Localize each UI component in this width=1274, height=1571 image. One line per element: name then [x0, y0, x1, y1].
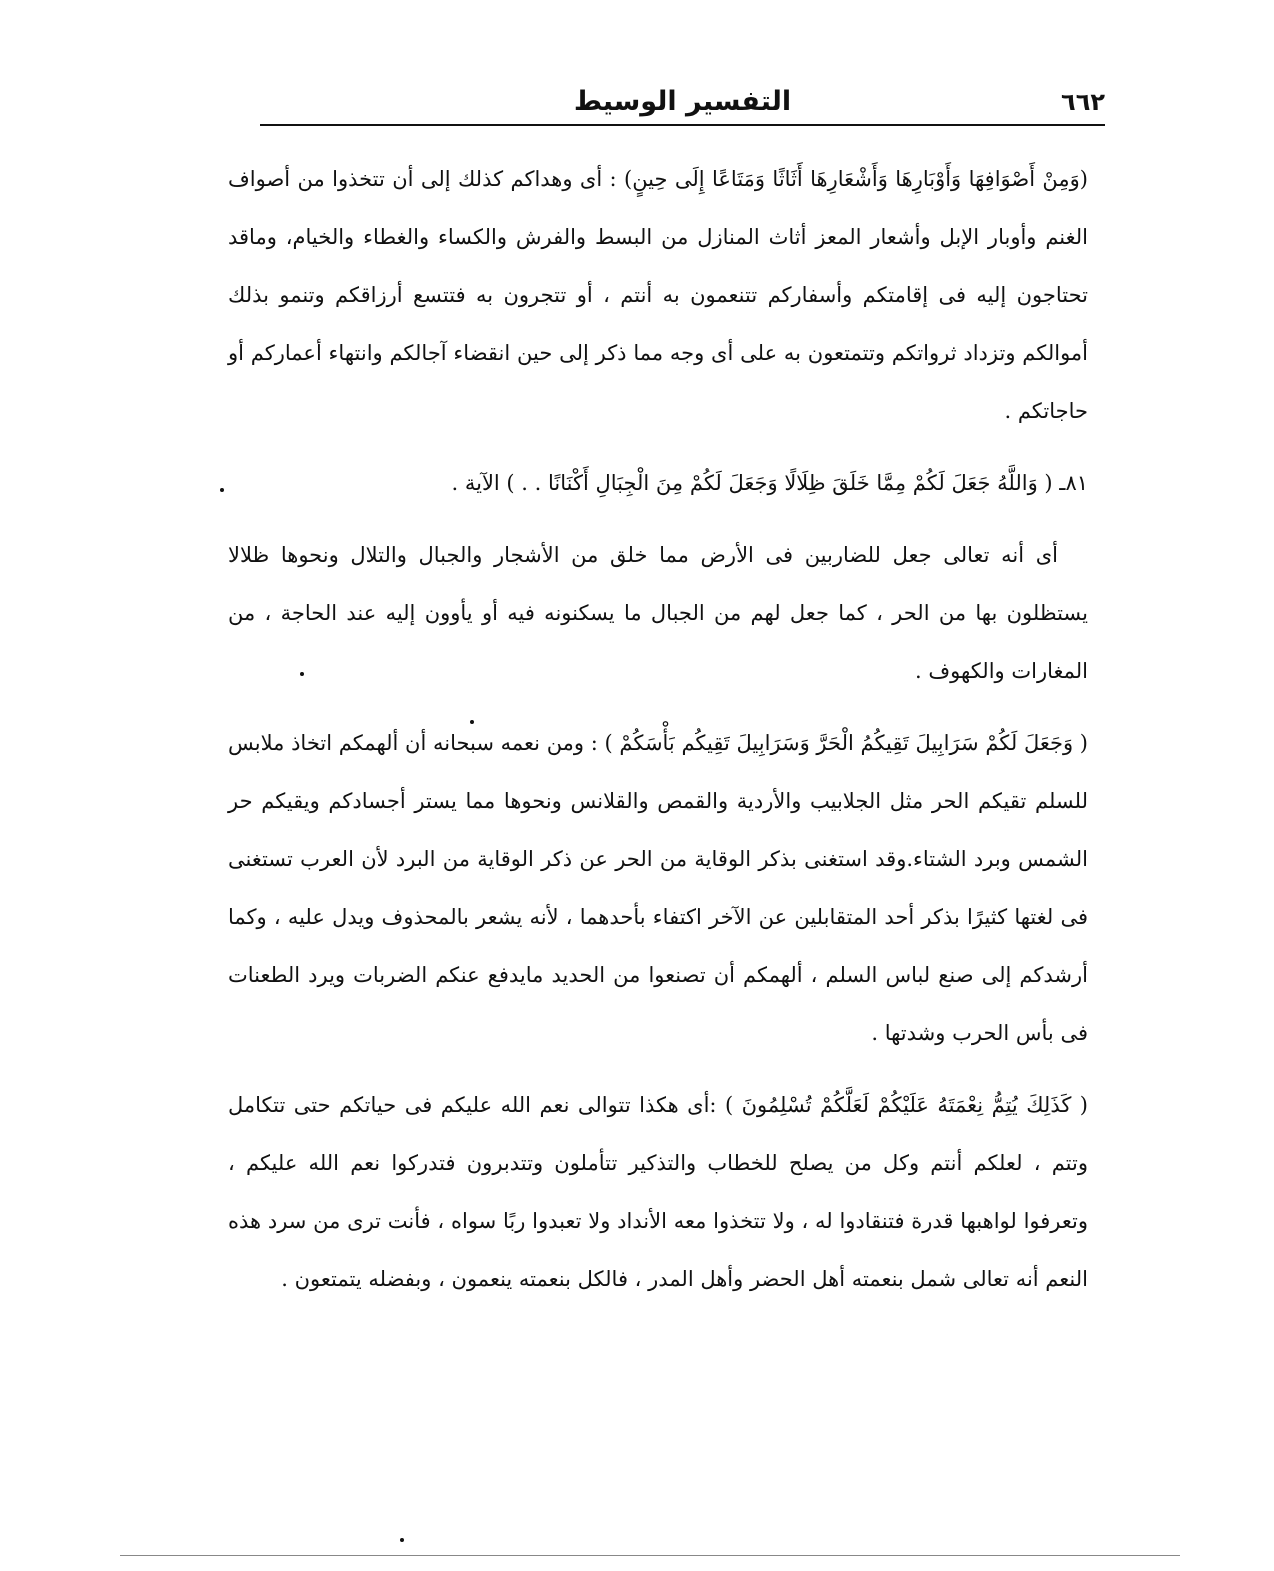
paragraph-5: ( كَذَلِكَ يُتِمُّ نِعْمَتَهُ عَلَيْكُمْ لَعَلَّكُمْ تُسْلِمُونَ ) :أى هكذا تتوالى نعم الله عليكم فى حياتكم حتى تتكامل وتتم ، لعلكم أنتم وكل من يصلح للخطاب والتذكير تتأملون وتتدبرون فتدركوا نعم الله عليكم ، وتعرفوا لواهبها قدرة فتنقادوا له ، ولا تتخذوا معه الأنداد ولا تعبدوا ربًا سواه ، فأنت ترى من سرد هذه النعم أنه تعالى شمل بنعمته أهل الحضر وأهل المدر ، فالكل بنعمته ينعمون ، وبفضله يتمتعون .	[228, 1093, 1089, 1291]
body-text	[228, 150, 1088, 1308]
page-number: ٦٦٢	[1061, 88, 1105, 116]
running-title: التفسير الوسيط	[573, 86, 792, 117]
scan-speck	[470, 720, 474, 724]
page-header	[260, 80, 1105, 130]
bottom-rule	[120, 1555, 1180, 1556]
paragraph-2-verse-81: ٨١ـ ( وَاللَّهُ جَعَلَ لَكُمْ مِمَّا خَلَقَ ظِلَالًا وَجَعَلَ لَكُمْ مِنَ الْجِبَالِ أَكْنَانًا . . ) الآية .	[451, 471, 1088, 495]
paragraph-3: أى أنه تعالى جعل للضاربين فى الأرض مما خلق من الأشجار والجبال والتلال ونحوها ظلالا يستظلون بها من الحر ، كما جعل لهم من الجبال ما يسكنونه فيه أو يأوون إليه عند الحاجة ، من المغارات والكهوف .	[228, 543, 1088, 683]
paragraph-4: ( وَجَعَلَ لَكُمْ سَرَابِيلَ تَقِيكُمُ الْحَرَّ وَسَرَابِيلَ تَقِيكُم بَأْسَكُمْ ) : ومن نعمه سبحانه أن ألهمكم اتخاذ ملابس للسلم تقيكم الحر مثل الجلابيب والأردية والقمص والقلانس ونحوها مما يستر أجسادكم ويقيكم حر الشمس وبرد الشتاء.وقد استغنى بذكر الوقاية من الحر عن ذكر الوقاية من البرد لأن العرب تستغنى فى لغتها كثيرًا بذكر أحد المتقابلين عن الآخر اكتفاء بأحدهما ، لأنه يشعر بالمحذوف ويدل عليه ، وكما أرشدكم إلى صنع لباس السلم ، ألهمكم أن تصنعوا من الحديد مايدفع عنكم الضربات ويرد الطعنات فى بأس الحرب وشدتها .	[228, 731, 1088, 1045]
header-rule	[260, 124, 1105, 126]
scan-speck	[300, 672, 304, 676]
paragraph-1: (وَمِنْ أَصْوَافِهَا وَأَوْبَارِهَا وَأَشْعَارِهَا أَثَاثًا وَمَتَاعًا إِلَى حِينٍ) : أى وهداكم كذلك إلى أن تتخذوا من أصواف الغنم وأوبار الإبل وأشعار المعز أثاث المنازل من البسط والفرش والكساء والغطاء والخيام، وماقد تحتاجون إليه فى إقامتكم وأسفاركم تتنعمون به أنتم ، أو تتجرون به فتتسع أرزاقكم وتنمو بذلك أموالكم وتزداد ثرواتكم وتتمتعون به على أى وجه مما ذكر إلى حين انقضاء آجالكم وانتهاء أعماركم أو حاجاتكم .	[228, 167, 1088, 423]
scan-speck	[220, 488, 224, 492]
scan-speck	[400, 1538, 404, 1542]
